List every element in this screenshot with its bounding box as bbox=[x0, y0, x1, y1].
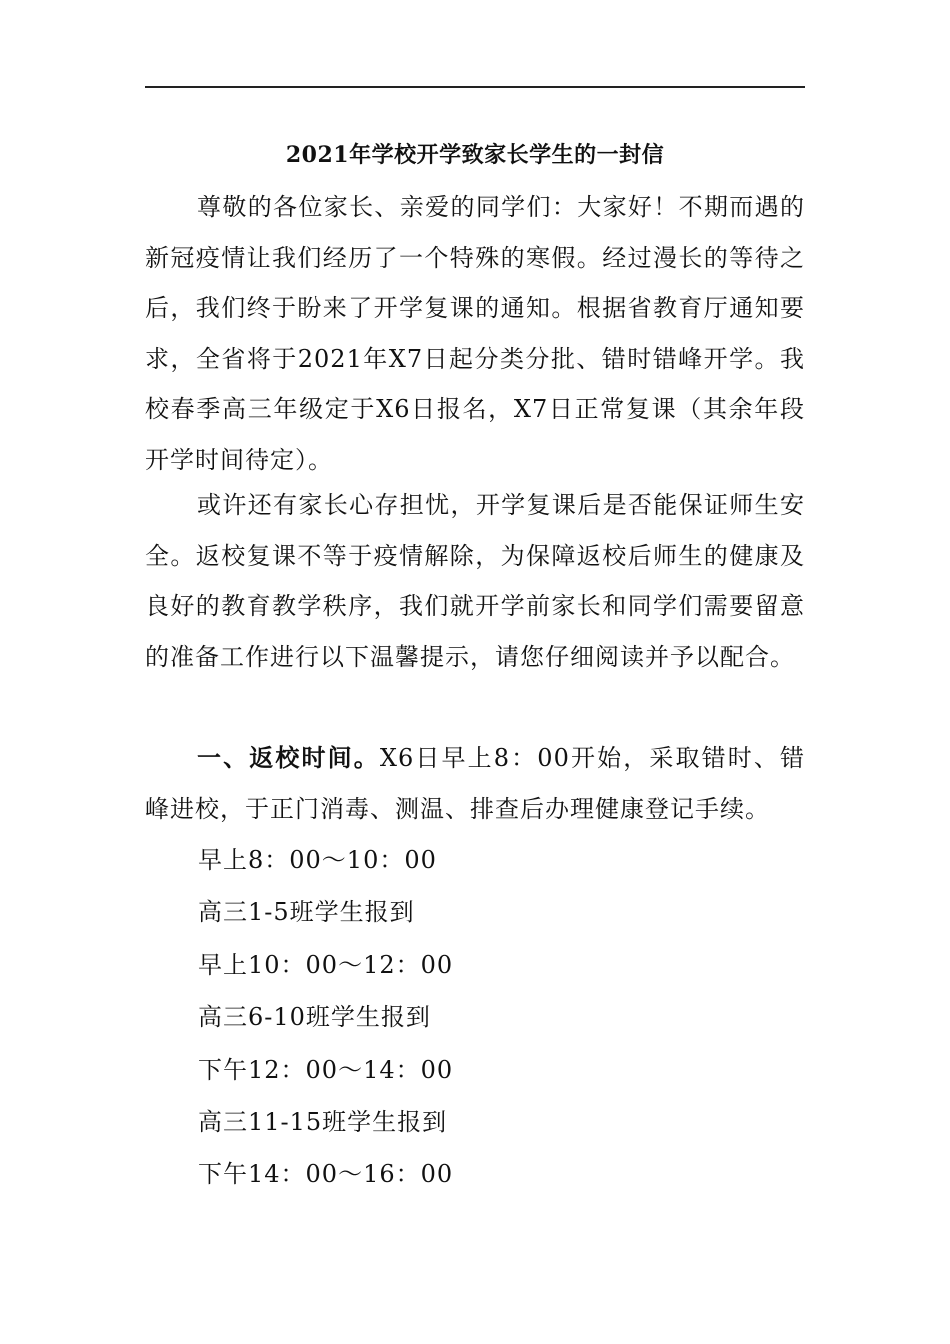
paragraph-greeting: 尊敬的各位家长、亲爱的同学们：大家好！不期而遇的新冠疫情让我们经历了一个特殊的寒假。经过漫长的等待之后，我们终于盼来了开学复课的通知。根据省教育厅通知要求，全省将于2021年X7日起分类分批、错时错峰开学。我校春季高三年级定于X6日报名，X7日正常复课（其余年段开学时间待定）。 bbox=[145, 193, 805, 474]
schedule-line: 高三11-15班学生报到 bbox=[198, 1108, 448, 1136]
document-title: 2021年学校开学致家长学生的一封信 bbox=[285, 142, 665, 168]
schedule-line: 早上8：00～10：00 bbox=[198, 846, 437, 874]
paragraph-concern: 或许还有家长心存担忧，开学复课后是否能保证师生安全。返校复课不等于疫情解除，为保障返校后师生的健康及良好的教育教学秩序，我们就开学前家长和同学们需要留意的准备工作进行以下温馨提示，请您仔细阅读并予以配合。 bbox=[145, 491, 805, 671]
section-return-time bbox=[145, 733, 805, 834]
schedule-line: 高三1-5班学生报到 bbox=[198, 898, 415, 926]
section-heading: 一、返校时间。 bbox=[197, 743, 380, 772]
header-rule bbox=[145, 86, 805, 88]
schedule-line: 早上10：00～12：00 bbox=[198, 951, 454, 979]
schedule-line: 下午12：00～14：00 bbox=[198, 1056, 454, 1084]
section-body: X6日早上8：00开始，采取错时、错峰进校，于正门消毒、测温、排查后办理健康登记手续。 bbox=[145, 744, 805, 823]
schedule-line: 下午14：00～16：00 bbox=[198, 1160, 454, 1188]
schedule-line: 高三6-10班学生报到 bbox=[198, 1003, 431, 1031]
